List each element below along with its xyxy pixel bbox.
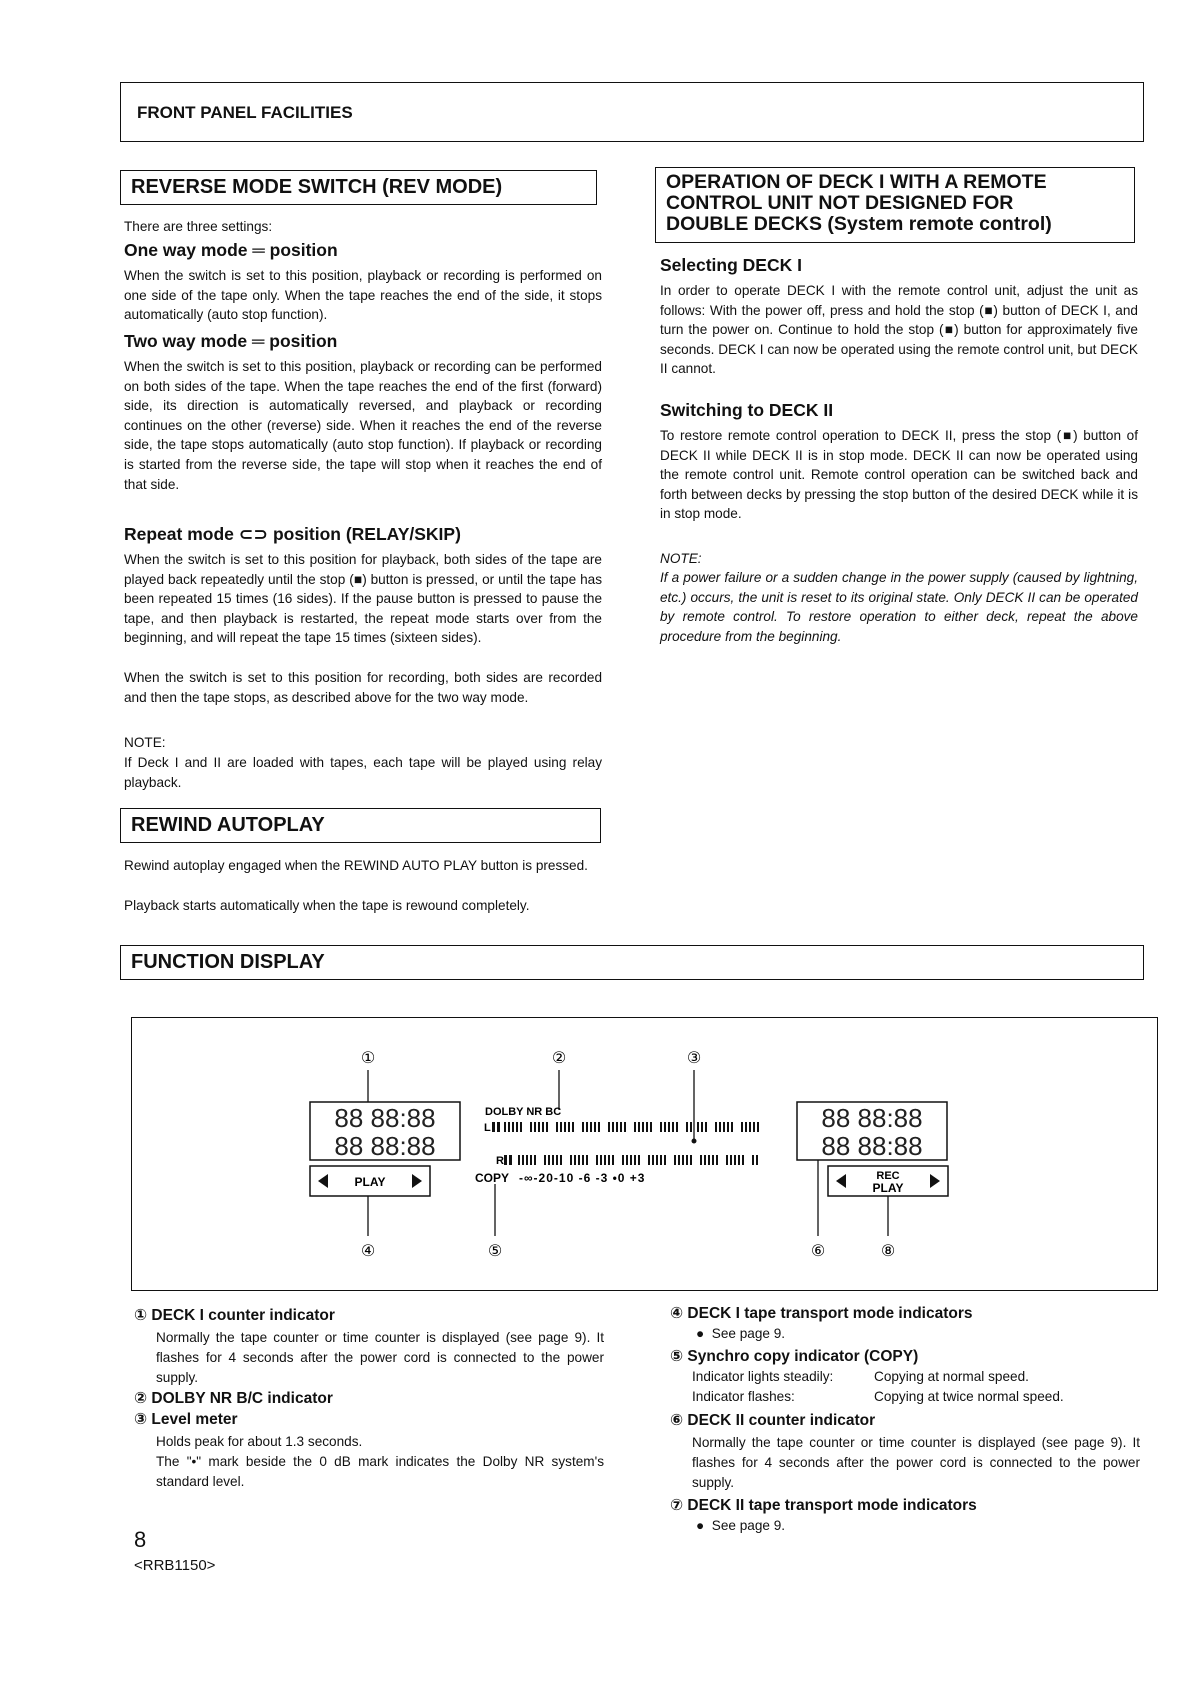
repeat-text-2: When the switch is set to this position for recording, both sides are recorded and then the tape stops, as described above for the two way mode. <box>124 670 602 705</box>
two-way-heading: Two way mode ═ position <box>124 331 338 351</box>
deck2-counter-bottom: 88 88:88 <box>821 1131 923 1161</box>
item-5-heading: ⑤ Synchro copy indicator (COPY) <box>670 1348 919 1365</box>
deck1-forward-arrow-icon <box>412 1174 422 1188</box>
deck2-mode-play: PLAY <box>872 1181 904 1195</box>
function-display-title: FUNCTION DISPLAY <box>131 951 325 973</box>
switch-deck2-heading: Switching to DECK II <box>660 400 834 420</box>
item-5-row-2-label: Indicator flashes: <box>692 1389 795 1404</box>
item-5-row-1-value: Copying at normal speed. <box>874 1369 1029 1384</box>
item-3-heading: ③ Level meter <box>134 1411 238 1428</box>
remote-heading-line1: OPERATION OF DECK I WITH A REMOTE <box>666 171 1047 193</box>
item-6-text: Normally the tape counter or time counter is displayed (see page 9). It flashes for 4 seconds after the power cord is connected to the power supply. <box>692 1435 1140 1490</box>
deck2-forward-arrow-icon <box>930 1174 940 1188</box>
section-title: FRONT PANEL FACILITIES <box>137 103 353 122</box>
callout-3: ③ <box>686 1050 702 1067</box>
one-way-text: When the switch is set to this position, playback or recording is performed on one side of the tape only. When the tape reaches the end of the side, it stops automatically (auto stop function). <box>124 268 602 323</box>
callout-2: ② <box>551 1050 567 1067</box>
level-peak-dot <box>692 1139 697 1144</box>
item-6-heading: ⑥ DECK II counter indicator <box>670 1412 876 1429</box>
level-meter-r <box>504 1155 758 1165</box>
callout-5: ⑤ <box>487 1243 503 1260</box>
remote-note-label: NOTE: <box>660 551 702 566</box>
item-3-text-2: The "•" mark beside the 0 dB mark indicates the Dolby NR system's standard level. <box>156 1454 604 1489</box>
deck1-counter-top: 88 88:88 <box>334 1103 436 1133</box>
select-deck1-heading: Selecting DECK I <box>660 255 802 275</box>
callout-4: ④ <box>360 1243 376 1260</box>
rev-note-text: If Deck I and II are loaded with tapes, each tape will be played using relay playback. <box>124 755 602 790</box>
repeat-heading: Repeat mode ⊂⊃ position (RELAY/SKIP) <box>124 524 461 544</box>
rev-note-label: NOTE: <box>124 735 166 750</box>
item-7-text: See page 9. <box>711 1518 786 1533</box>
repeat-text-1: When the switch is set to this position for playback, both sides of the tape are played back repeatedly until the stop (■) button is pressed, or until the tape has been repeated 15 times (16 sides). If the pause button is pressed to pause the tape, and then playback is restarted, the repeat mode starts over from the beginning, and will repeat the tape 15 times (sixteen sides). <box>124 552 602 646</box>
channel-r-label: R <box>496 1155 504 1167</box>
level-meter-l <box>492 1122 759 1132</box>
item-3-text-1: Holds peak for about 1.3 seconds. <box>156 1434 363 1449</box>
switch-deck2-text: To restore remote control operation to DECK II, press the stop (■) button of DECK II while DECK II is in stop mode. DECK II can now be operated using the remote control unit. Remote control operation can be switched back and forth between decks by pressing the stop button of the desired DECK while it is in stop mode. <box>660 428 1138 522</box>
bullet-icon: ● <box>696 1326 712 1341</box>
function-display-heading <box>120 945 1144 980</box>
rewind-text-2: Playback starts automatically when the tape is rewound completely. <box>124 898 530 913</box>
item-4-bullet <box>696 1326 785 1341</box>
item-2-heading: ② DOLBY NR B/C indicator <box>134 1390 333 1407</box>
rev-mode-heading: REVERSE MODE SWITCH (REV MODE) <box>120 170 597 205</box>
front-panel-header <box>120 82 1144 142</box>
remote-note-text: If a power failure or a sudden change in the power supply (caused by lightning, etc.) occurs, the unit is reset to its original state. Only DECK II can be operated by remote control. To restore operation to either deck, repeat the above procedure from the beginning. <box>660 570 1138 644</box>
item-1-heading: ① DECK I counter indicator <box>134 1307 335 1324</box>
rewind-heading: REWIND AUTOPLAY <box>120 808 601 843</box>
two-way-text: When the switch is set to this position, playback or recording can be performed on both sides of the tape. When the tape reaches the end of the first (forward) side, its direction is automatically reversed, and playback or recording continues on the other (reverse) side. When it reaches the end of the reverse side, the tape stops automatically (auto stop function). If playback or recording is started from the reverse side, the tape will stop when it reaches the end of that side. <box>124 359 602 492</box>
document-code: <RRB1150> <box>134 1557 216 1574</box>
callout-7: ⑧ <box>880 1243 896 1260</box>
deck2-reverse-arrow-icon <box>836 1174 846 1188</box>
copy-indicator-label: COPY <box>475 1171 510 1185</box>
item-5-row-2-value: Copying at twice normal speed. <box>874 1389 1064 1404</box>
remote-heading <box>655 167 1135 243</box>
display-illustration <box>132 1018 1156 1289</box>
item-4-text: See page 9. <box>711 1326 786 1341</box>
item-7-bullet <box>696 1518 785 1533</box>
callout-6: ⑥ <box>810 1243 826 1260</box>
deck1-mode-play: PLAY <box>354 1175 386 1189</box>
item-7-heading: ⑦ DECK II tape transport mode indicators <box>670 1497 977 1514</box>
bullet-icon: ● <box>696 1518 712 1533</box>
channel-l-label: L <box>484 1122 491 1134</box>
callout-1: ① <box>360 1050 376 1067</box>
level-scale: -∞-20-10 -6 -3 •0 +3 <box>519 1171 646 1185</box>
deck2-mode-rec: REC <box>876 1170 900 1182</box>
page-number: 8 <box>134 1527 147 1552</box>
remote-heading-line2: CONTROL UNIT NOT DESIGNED FOR <box>666 192 1014 215</box>
one-way-heading: One way mode ═ position <box>124 240 338 260</box>
select-deck1-text: In order to operate DECK I with the remote control unit, adjust the unit as follows: With the power off, press and hold the stop (■) button of DECK I, and turn the power on. Continue to hold the stop (■) button for approximately five seconds. DECK I can now be operated using the remote control unit, but DECK II cannot. <box>660 283 1138 377</box>
deck2-counter-top: 88 88:88 <box>821 1103 923 1133</box>
dolby-nr-label: DOLBY NR BC <box>485 1106 562 1118</box>
rewind-text-1: Rewind autoplay engaged when the REWIND AUTO PLAY button is pressed. <box>124 858 588 873</box>
deck1-counter-bottom: 88 88:88 <box>334 1131 436 1161</box>
deck1-reverse-arrow-icon <box>318 1174 328 1188</box>
item-5-row-1-label: Indicator lights steadily: <box>692 1369 834 1384</box>
function-display-diagram <box>131 1017 1158 1291</box>
item-1-text: Normally the tape counter or time counter is displayed (see page 9). It flashes for 4 seconds after the power cord is connected to the power supply. <box>156 1330 604 1385</box>
remote-heading-line3: DOUBLE DECKS (System remote control) <box>666 213 1052 236</box>
rev-mode-intro: There are three settings: <box>124 219 273 234</box>
item-4-heading: ④ DECK I tape transport mode indicators <box>670 1305 973 1322</box>
